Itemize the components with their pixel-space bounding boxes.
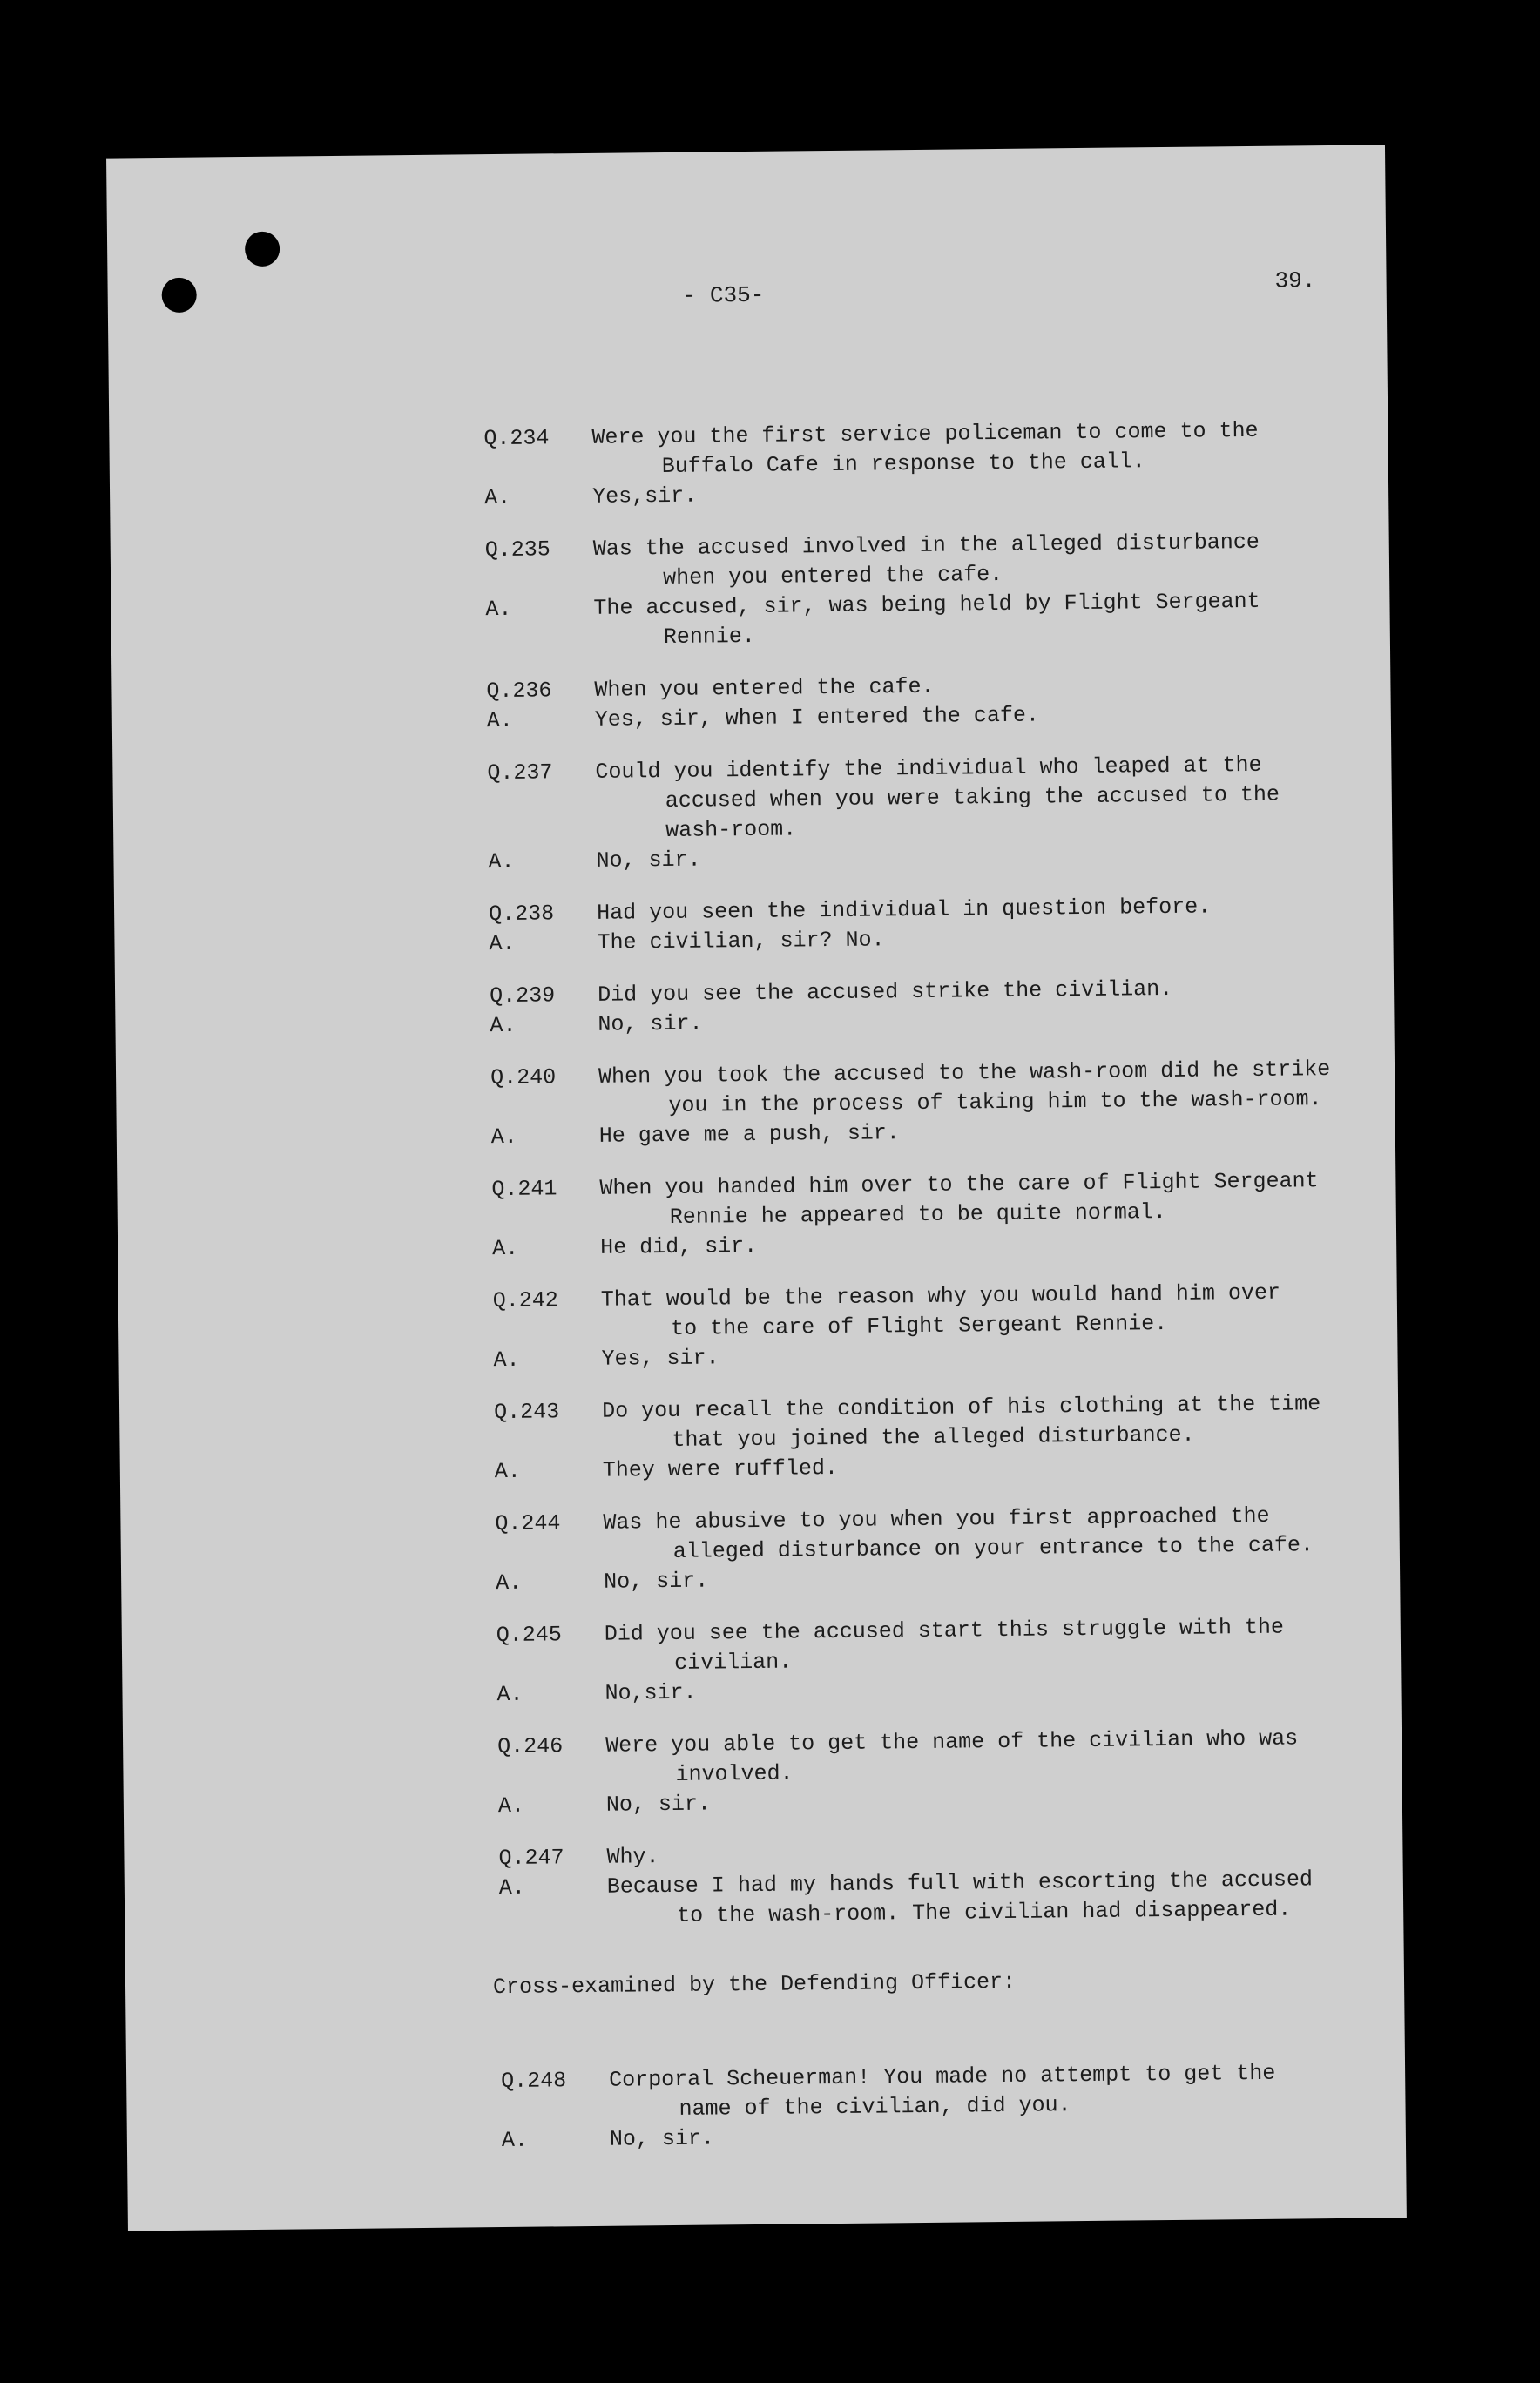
question-line: [485, 526, 1375, 595]
question-line: [490, 1054, 1380, 1123]
answer-text-line: They were ruffled.: [602, 1455, 839, 1483]
qa-entry: [494, 1388, 1383, 1487]
question-text: [603, 1500, 1384, 1567]
examination-entries: [483, 415, 1388, 1933]
answer-label: A.: [490, 1012, 517, 1039]
document-page: [106, 145, 1407, 2231]
answer-text-line: Yes,sir.: [591, 483, 698, 510]
question-text-line: Rennie he appeared to be quite normal.: [669, 1199, 1167, 1230]
qa-entry: [493, 1277, 1382, 1375]
question-text: [593, 526, 1375, 593]
answer-label: A.: [488, 848, 515, 875]
question-number: Q.242: [492, 1287, 558, 1314]
question-text-line: When you entered the cafe.: [594, 673, 935, 703]
qa-entry: [501, 2057, 1390, 2156]
question-line: [497, 1723, 1387, 1792]
qa-entry: [498, 1834, 1388, 1933]
question-line: [501, 2057, 1390, 2126]
qa-entry: [487, 749, 1376, 877]
question-number: Q.238: [489, 901, 555, 928]
answer-text: [593, 585, 1375, 652]
qa-entry: [491, 1165, 1381, 1264]
question-number: Q.241: [491, 1176, 557, 1203]
question-line: [494, 1388, 1383, 1457]
answer-label: A.: [489, 930, 516, 957]
answer-label: A.: [483, 484, 511, 511]
question-text: [599, 1165, 1381, 1232]
question-number: Q.239: [489, 982, 556, 1009]
answer-label: A.: [496, 1681, 523, 1708]
question-text: [598, 1054, 1380, 1121]
question-line: [493, 1277, 1382, 1346]
question-line: [487, 749, 1376, 847]
question-text: [601, 1277, 1382, 1344]
answer-text: [607, 1864, 1388, 1931]
question-text-line: Did you see the accused start this struggle with the: [604, 1614, 1285, 1647]
answer-label: A.: [485, 596, 512, 623]
question-text-line: Corporal Scheuerman! You made no attempt to get the: [609, 2060, 1276, 2093]
qa-entry: [483, 415, 1373, 513]
transcript-body: [483, 415, 1390, 2178]
question-text-line: Was he abusive to you when you first approached the: [603, 1502, 1270, 1536]
question-text-line: civilian.: [674, 1649, 793, 1676]
page-code: - C35-: [682, 281, 765, 309]
answer-label: A.: [493, 1347, 520, 1374]
question-text-line: you in the process of taking him to the wash-room.: [668, 1086, 1322, 1118]
question-number: Q.248: [501, 2068, 567, 2095]
answer-text-line: Yes, sir, when I entered the cafe.: [594, 702, 1040, 732]
question-number: Q.235: [484, 537, 550, 564]
question-text-line: Do you recall the condition of his clothing at the time: [601, 1391, 1321, 1424]
question-text-line: Was the accused involved in the alleged disturbance: [592, 529, 1260, 562]
question-text-line: wash-room.: [665, 816, 797, 844]
question-number: Q.240: [490, 1064, 557, 1091]
question-text-line: to the care of Flight Sergeant Rennie.: [670, 1311, 1168, 1341]
question-line: [495, 1500, 1384, 1569]
question-number: Q.247: [498, 1845, 564, 1872]
answer-text-line: Yes, sir.: [601, 1345, 719, 1372]
answer-label: A.: [496, 1570, 523, 1597]
answer-text-line: No, sir.: [605, 1791, 712, 1818]
question-text: [602, 1388, 1383, 1455]
answer-text-line: No, sir.: [598, 1010, 703, 1037]
question-number: Q.243: [493, 1399, 560, 1426]
answer-text-line: No,sir.: [605, 1679, 697, 1706]
question-text-line: when you entered the cafe.: [662, 561, 1003, 591]
answer-label: A.: [494, 1458, 522, 1485]
answer-text-line: Rennie.: [663, 623, 756, 651]
question-text-line: When you took the accused to the wash-room did he strike: [598, 1056, 1331, 1090]
question-text-line: Were you the first service policeman to come to the: [591, 417, 1259, 450]
answer-label: A.: [501, 2127, 529, 2154]
question-text: [605, 1611, 1386, 1678]
question-line: [491, 1165, 1381, 1234]
question-text-line: When you handed him over to the care of Flight Sergeant: [599, 1168, 1319, 1201]
punch-hole: [245, 232, 280, 267]
question-text: [595, 749, 1376, 846]
question-text-line: Buffalo Cafe in response to the call.: [661, 449, 1145, 480]
answer-text-line: He did, sir.: [600, 1232, 758, 1260]
question-text-line: Why.: [606, 1844, 659, 1870]
question-line: [496, 1611, 1386, 1680]
question-text: [591, 415, 1373, 482]
answer-label: A.: [486, 707, 513, 734]
answer-label: A.: [492, 1235, 519, 1262]
question-text: [605, 1723, 1387, 1790]
question-text-line: alleged disturbance on your entrance to the cafe.: [672, 1532, 1314, 1564]
question-text-line: Had you seen the individual in question before.: [596, 894, 1212, 926]
cross-examination-entries: [501, 2057, 1390, 2156]
answer-label: A.: [490, 1124, 517, 1151]
question-text-line: that you joined the alleged disturbance.: [672, 1421, 1195, 1453]
answer-text-line: The civilian, sir? No.: [597, 927, 885, 955]
answer-text-line: No, sir.: [604, 1568, 709, 1595]
cross-examination-heading: Cross-examined by the Defending Officer:: [492, 1968, 1017, 2001]
qa-entry: [485, 526, 1375, 654]
question-text-line: Could you identify the individual who leaped at the: [595, 752, 1262, 785]
answer-text-line: The accused, sir, was being held by Flight Sergeant: [593, 588, 1260, 621]
answer-text-line: He gave me a push, sir.: [598, 1120, 901, 1149]
question-number: Q.246: [497, 1733, 564, 1760]
question-text-line: name of the civilian, did you.: [679, 2092, 1071, 2122]
qa-entry: [496, 1611, 1386, 1710]
answer-text-line: Because I had my hands full with escorting the accused: [606, 1867, 1314, 1900]
qa-entry: [489, 890, 1378, 959]
question-text: [609, 2057, 1390, 2124]
question-line: [483, 415, 1373, 483]
answer-label: A.: [497, 1792, 525, 1819]
question-number: Q.245: [496, 1622, 562, 1649]
punch-hole: [161, 278, 196, 313]
answer-text-line: No, sir.: [609, 2125, 715, 2152]
question-text-line: Did you see the accused strike the civilian.: [597, 975, 1173, 1008]
answer-text-line: to the wash-room. The civilian had disappeared.: [677, 1896, 1292, 1928]
answer-line: [499, 1864, 1388, 1933]
question-number: Q.237: [487, 759, 553, 786]
page-number: 39.: [1274, 267, 1316, 294]
answer-line: [485, 585, 1375, 654]
question-number: Q.236: [486, 678, 552, 705]
question-text-line: accused when you were taking the accused to the: [665, 781, 1280, 814]
answer-label: A.: [498, 1874, 526, 1901]
question-number: Q.244: [495, 1510, 561, 1537]
question-text-line: That would be the reason why you would hand him over: [600, 1279, 1281, 1313]
question-text-line: involved.: [675, 1760, 794, 1787]
qa-entry: [486, 667, 1375, 736]
answer-text-line: No, sir.: [596, 847, 701, 874]
qa-entry: [497, 1723, 1387, 1821]
qa-entry: [490, 972, 1379, 1041]
qa-entry: [490, 1054, 1380, 1152]
question-text-line: Were you able to get the name of the civilian who was: [605, 1725, 1299, 1759]
qa-entry: [495, 1500, 1384, 1598]
question-number: Q.234: [483, 425, 550, 452]
